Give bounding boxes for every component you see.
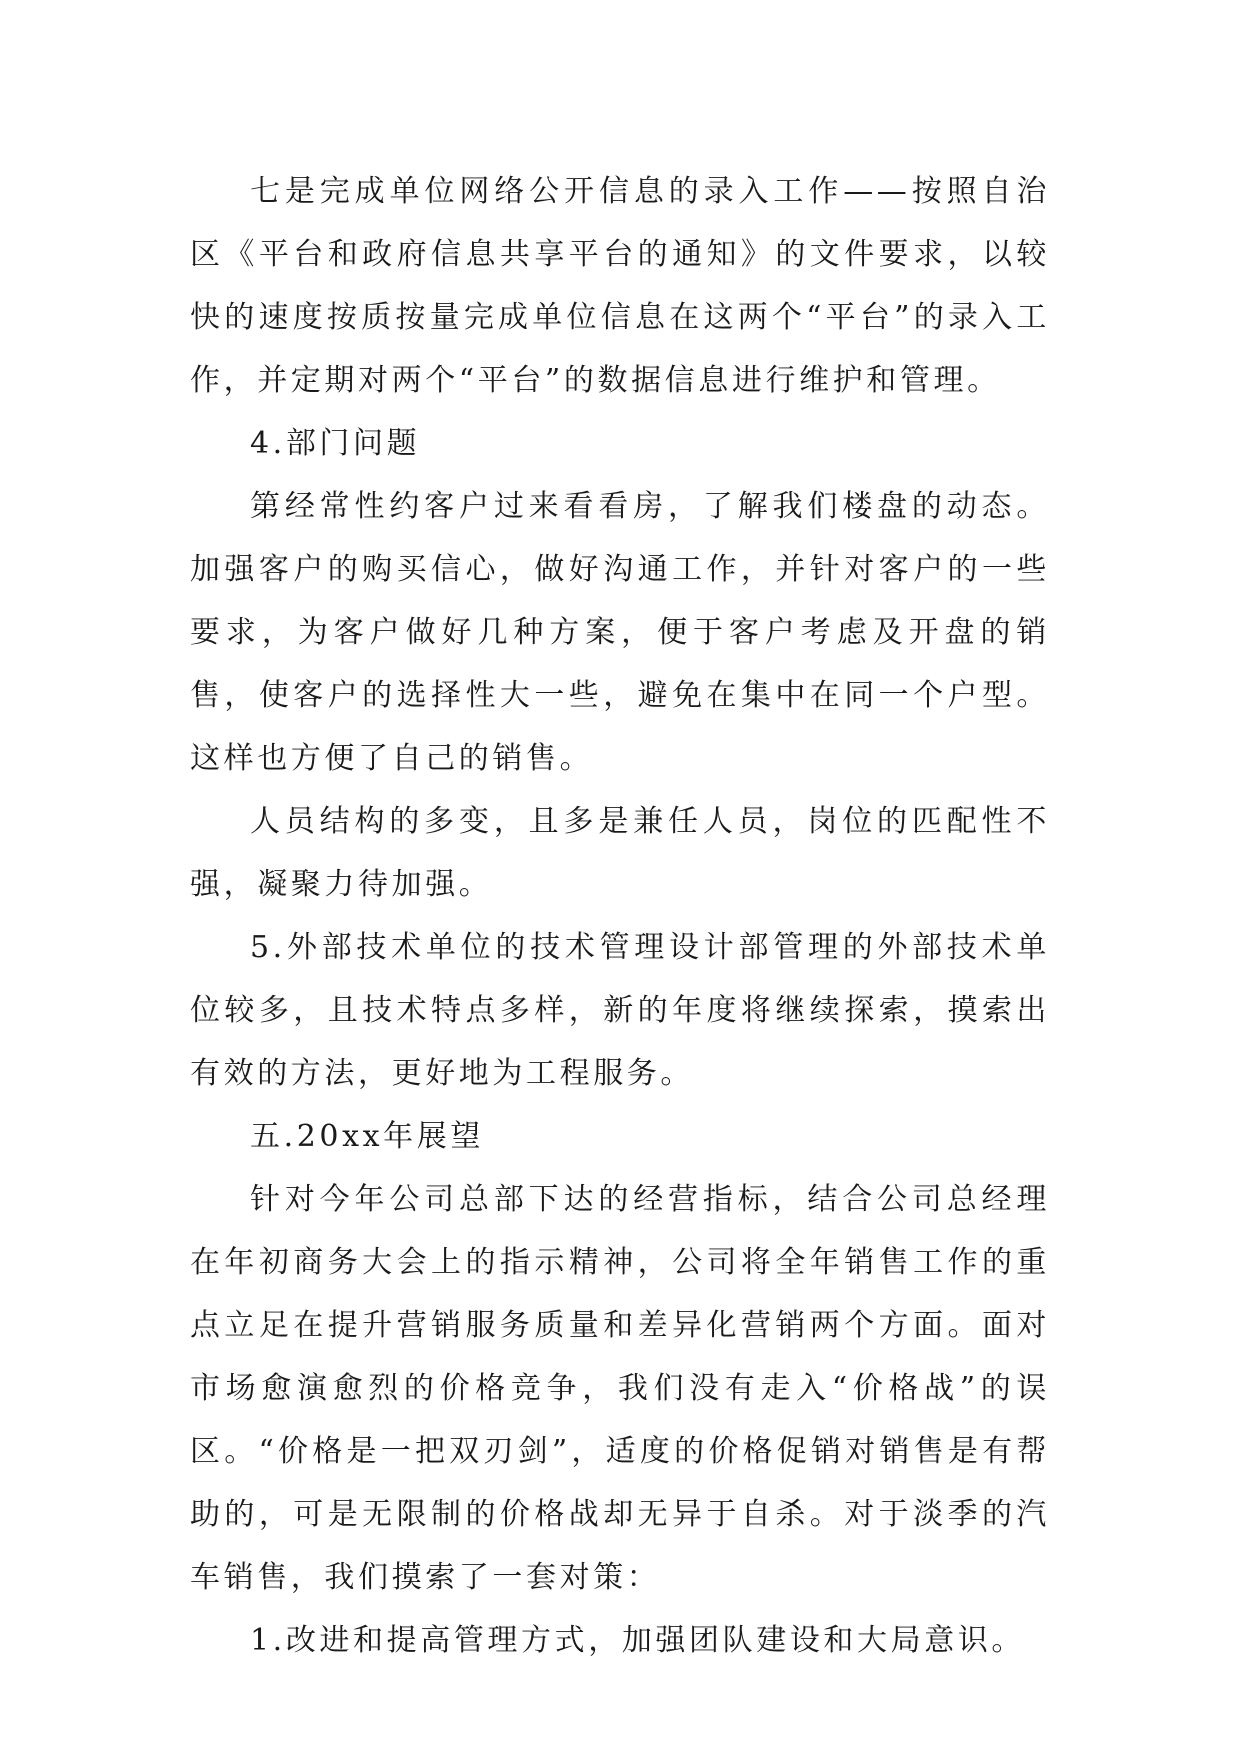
- document-body: [190, 160, 1050, 1672]
- list-item-management-improvement: 1.改进和提高管理方式，加强团队建设和大局意识。: [250, 1623, 1026, 1658]
- heading-department-issues: 4.部门问题: [250, 426, 421, 461]
- paragraph-staff-structure: 人员结构的多变，且多是兼任人员，岗位的匹配性不强，凝聚力待加强。: [190, 804, 1050, 902]
- paragraph-platform-entry: 七是完成单位网络公开信息的录入工作——按照自治区《平台和政府信息共享平台的通知》的文件要求，以较快的速度按质按量完成单位信息在这两个“平台”的录入工作，并定期对两个“平台”的数据信息进行维护和管理。: [190, 174, 1050, 398]
- paragraph-external-tech-units: 5.外部技术单位的技术管理设计部管理的外部技术单位较多，且技术特点多样，新的年度将继续探索，摸索出有效的方法，更好地为工程服务。: [190, 930, 1050, 1091]
- paragraph-sales-strategy: 针对今年公司总部下达的经营指标，结合公司总经理在年初商务大会上的指示精神，公司将全年销售工作的重点立足在提升营销服务质量和差异化营销两个方面。面对市场愈演愈烈的价格竞争，我们没有走入“价格战”的误区。“价格是一把双刃剑”，适度的价格促销对销售是有帮助的，可是无限制的价格战却无异于自杀。对于淡季的汽车销售，我们摸索了一套对策：: [190, 1182, 1050, 1595]
- heading-outlook: 五.20xx年展望: [250, 1119, 484, 1154]
- paragraph-customer-visits: 第经常性约客户过来看看房，了解我们楼盘的动态。加强客户的购买信心，做好沟通工作，并针对客户的一些要求，为客户做好几种方案，便于客户考虑及开盘的销售，使客户的选择性大一些，避免在集中在同一个户型。这样也方便了自己的销售。: [190, 489, 1050, 776]
